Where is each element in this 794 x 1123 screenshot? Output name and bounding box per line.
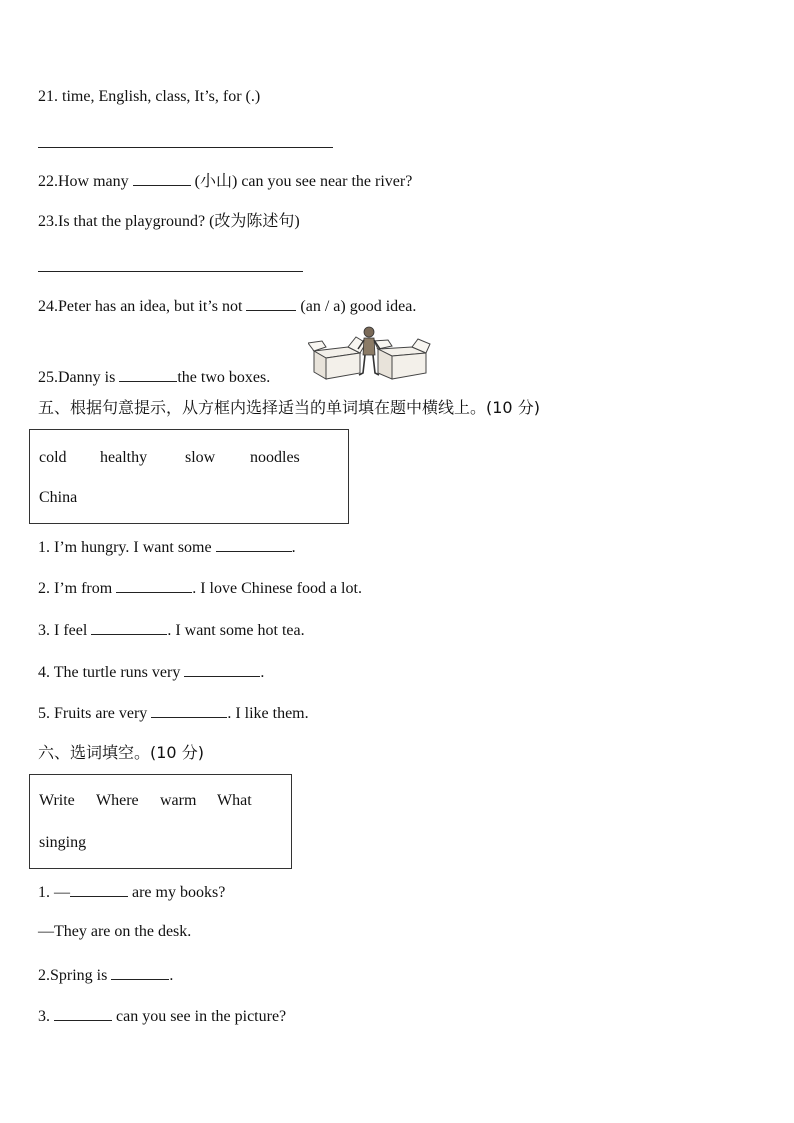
answer-line-21[interactable] xyxy=(38,147,333,148)
question-before: 1. I’m hungry. I want some xyxy=(38,539,216,556)
blank-s6-2[interactable] xyxy=(111,964,169,980)
question-before: 3. xyxy=(38,1008,54,1025)
blank-25[interactable] xyxy=(119,366,177,382)
blank-s5-3[interactable] xyxy=(91,619,167,635)
question-24 xyxy=(38,295,416,317)
question-22-before: 22.How many xyxy=(38,173,133,190)
question-after: . xyxy=(260,664,265,681)
section-6-word-box xyxy=(29,774,292,869)
section-5-word-row-2 xyxy=(39,488,77,508)
word-option: singing xyxy=(39,834,87,851)
question-before: 2.Spring is xyxy=(38,967,112,984)
question-25-before: 25.Danny is xyxy=(38,369,120,386)
word-option: warm xyxy=(160,792,197,809)
word-option: Write xyxy=(39,792,75,809)
section-6-heading: 六、选词填空。(10 分) xyxy=(38,743,204,762)
question-22 xyxy=(38,170,412,192)
blank-s5-1[interactable] xyxy=(216,536,292,552)
blank-s5-4[interactable] xyxy=(184,661,260,677)
question-before: 4. The turtle runs very xyxy=(38,664,185,681)
blank-s5-2[interactable] xyxy=(116,577,192,593)
left-box-icon xyxy=(308,337,366,379)
blank-24[interactable] xyxy=(246,295,296,311)
question-after: are my books? xyxy=(128,884,226,901)
word-option: cold xyxy=(39,449,67,466)
section-6-question-2 xyxy=(38,964,173,986)
word-option: slow xyxy=(185,449,216,466)
question-after: . xyxy=(169,967,174,984)
word-option: noodles xyxy=(250,449,300,466)
question-before: 3. I feel xyxy=(38,622,92,639)
section-6-question-1 xyxy=(38,881,225,903)
two-boxes-illustration xyxy=(308,323,432,381)
word-option: What xyxy=(217,792,252,809)
section-5-question-1 xyxy=(38,536,296,558)
right-box-icon xyxy=(374,339,430,379)
section-5-word-row-1 xyxy=(39,448,300,468)
word-option: China xyxy=(39,489,78,506)
blank-s6-3[interactable] xyxy=(54,1005,112,1021)
question-after: . I like them. xyxy=(227,705,309,722)
word-option: healthy xyxy=(100,449,148,466)
question-22-after: (小山) can you see near the river? xyxy=(190,173,413,190)
blank-s5-5[interactable] xyxy=(151,702,227,718)
question-after: can you see in the picture? xyxy=(112,1008,287,1025)
question-23: 23.Is that the playground? (改为陈述句) xyxy=(38,213,300,230)
question-after: . I want some hot tea. xyxy=(167,622,305,639)
section-6-word-row-1 xyxy=(39,791,252,811)
section-6-question-1-answer: —They are on the desk. xyxy=(38,923,192,940)
section-5-word-box xyxy=(29,429,349,524)
question-before: 5. Fruits are very xyxy=(38,705,152,722)
section-5-question-5 xyxy=(38,702,309,724)
section-6-word-row-2 xyxy=(39,833,86,853)
section-5-question-4 xyxy=(38,661,264,683)
question-before: 2. I’m from xyxy=(38,580,117,597)
section-5-question-3 xyxy=(38,619,305,641)
question-after: . I love Chinese food a lot. xyxy=(192,580,362,597)
question-25-after: the two boxes. xyxy=(177,369,271,386)
section-5-question-2 xyxy=(38,577,362,599)
question-before: 1. — xyxy=(38,884,70,901)
question-25 xyxy=(38,366,270,388)
blank-22[interactable] xyxy=(133,170,191,186)
question-after: . xyxy=(291,539,296,556)
word-option: Where xyxy=(96,792,139,809)
question-24-before: 24.Peter has an idea, but it’s not xyxy=(38,298,247,315)
section-5-heading: 五、根据句意提示，从方框内选择适当的单词填在题中横线上。(10 分) xyxy=(38,398,540,417)
section-6-question-3 xyxy=(38,1005,286,1027)
question-21: 21. time, English, class, It’s, for (.) xyxy=(38,88,261,105)
question-24-after: (an / a) good idea. xyxy=(296,298,417,315)
answer-line-23[interactable] xyxy=(38,271,303,272)
blank-s6-1[interactable] xyxy=(70,881,128,897)
